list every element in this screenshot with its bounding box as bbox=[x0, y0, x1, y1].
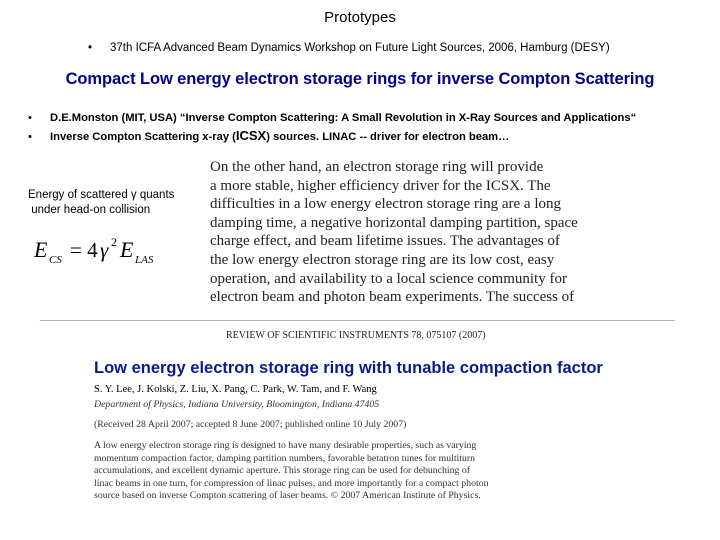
formula-caption bbox=[28, 188, 174, 218]
abstract-line: momentum compaction factor, damping partition numbers, favorable betatron tunes for multiturn bbox=[94, 452, 476, 464]
slide-title: Prototypes bbox=[324, 9, 396, 26]
quoted-excerpt bbox=[210, 158, 610, 307]
energy-formula bbox=[34, 234, 184, 274]
paper-affiliation: Department of Physics, Indiana University, Bloomington, Indiana 47405 bbox=[94, 399, 380, 410]
divider bbox=[40, 320, 675, 321]
caption-line-2: under head-on collision bbox=[28, 204, 151, 216]
bullet-mark: • bbox=[28, 131, 32, 143]
bullet-text-before: Inverse Compton Scattering x-ray ( bbox=[50, 131, 236, 143]
bullet-text-after: ) sources. LINAC -- driver for electron beam… bbox=[266, 131, 510, 143]
paper-title: Low energy electron storage ring with tunable compaction factor bbox=[94, 359, 603, 377]
paper-authors: S. Y. Lee, J. Kolski, Z. Liu, X. Pang, C. Park, W. Tam, and F. Wang bbox=[94, 384, 377, 395]
bullet-item-monston bbox=[28, 112, 636, 124]
bullet-mark: • bbox=[88, 42, 93, 54]
paper-dates: (Received 28 April 2007; accepted 8 June 2007; published online 10 July 2007) bbox=[94, 419, 407, 430]
quote-line: a more stable, higher efficiency driver for the ICSX. The bbox=[210, 177, 551, 194]
section-heading: Compact Low energy electron storage rings for inverse Compton Scattering bbox=[65, 70, 655, 88]
caption-line-1: Energy of scattered γ quants bbox=[28, 189, 175, 201]
formula-equals-four: = 4 bbox=[70, 238, 98, 262]
quote-line: On the other hand, an electron storage ring will provide bbox=[210, 159, 544, 175]
abstract-line: accumulations, and excellent dynamic aperture. This storage ring can be used for debunching of bbox=[94, 465, 471, 477]
quote-line: charge effect, and beam lifetime issues. The advantages of bbox=[210, 233, 560, 250]
bullet-text: D.E.Monston (MIT, USA) “Inverse Compton Scattering: A Small Revolution in X-Ray Sources and Applications“ bbox=[50, 112, 637, 124]
workshop-bullet-line bbox=[88, 42, 610, 54]
formula-gamma: γ bbox=[100, 238, 109, 262]
quote-line: the low energy electron storage ring are its low cost, easy bbox=[210, 251, 555, 268]
formula-rhs: E bbox=[120, 237, 134, 262]
bullet-mark: • bbox=[28, 112, 32, 124]
formula-rhs-sub: LAS bbox=[135, 254, 154, 266]
workshop-text: 37th ICFA Advanced Beam Dynamics Workshop on Future Light Sources, 2006, Hamburg (DESY) bbox=[110, 42, 610, 54]
paper-abstract bbox=[94, 440, 624, 503]
quote-line: electron beam and photon beam experiments. The success of bbox=[210, 289, 575, 306]
quote-line: operation, and availability to a local science community for bbox=[210, 270, 567, 287]
abstract-line: A low energy electron storage ring is designed to have many desirable properties, such as varying bbox=[94, 440, 477, 451]
quote-line: difficulties in a low energy electron storage ring are a long bbox=[210, 196, 561, 213]
bullet-acronym: ICSX bbox=[235, 128, 267, 143]
abstract-line: source based on inverse Compton scattering of laser beams. © 2007 American Institute of Physics. bbox=[94, 490, 481, 502]
bullet-item-icsx bbox=[28, 128, 509, 143]
formula-exponent: 2 bbox=[111, 235, 117, 249]
abstract-line: linac beams in one turn, for compression of linac pulses, and more importantly for a compact photon bbox=[94, 477, 489, 489]
quote-line: damping time, a negative horizontal damping partition, space bbox=[210, 214, 578, 231]
formula-lhs-sub: CS bbox=[49, 254, 62, 266]
journal-reference: REVIEW OF SCIENTIFIC INSTRUMENTS 78, 075107 (2007) bbox=[226, 330, 486, 341]
formula-lhs: E bbox=[34, 237, 48, 262]
